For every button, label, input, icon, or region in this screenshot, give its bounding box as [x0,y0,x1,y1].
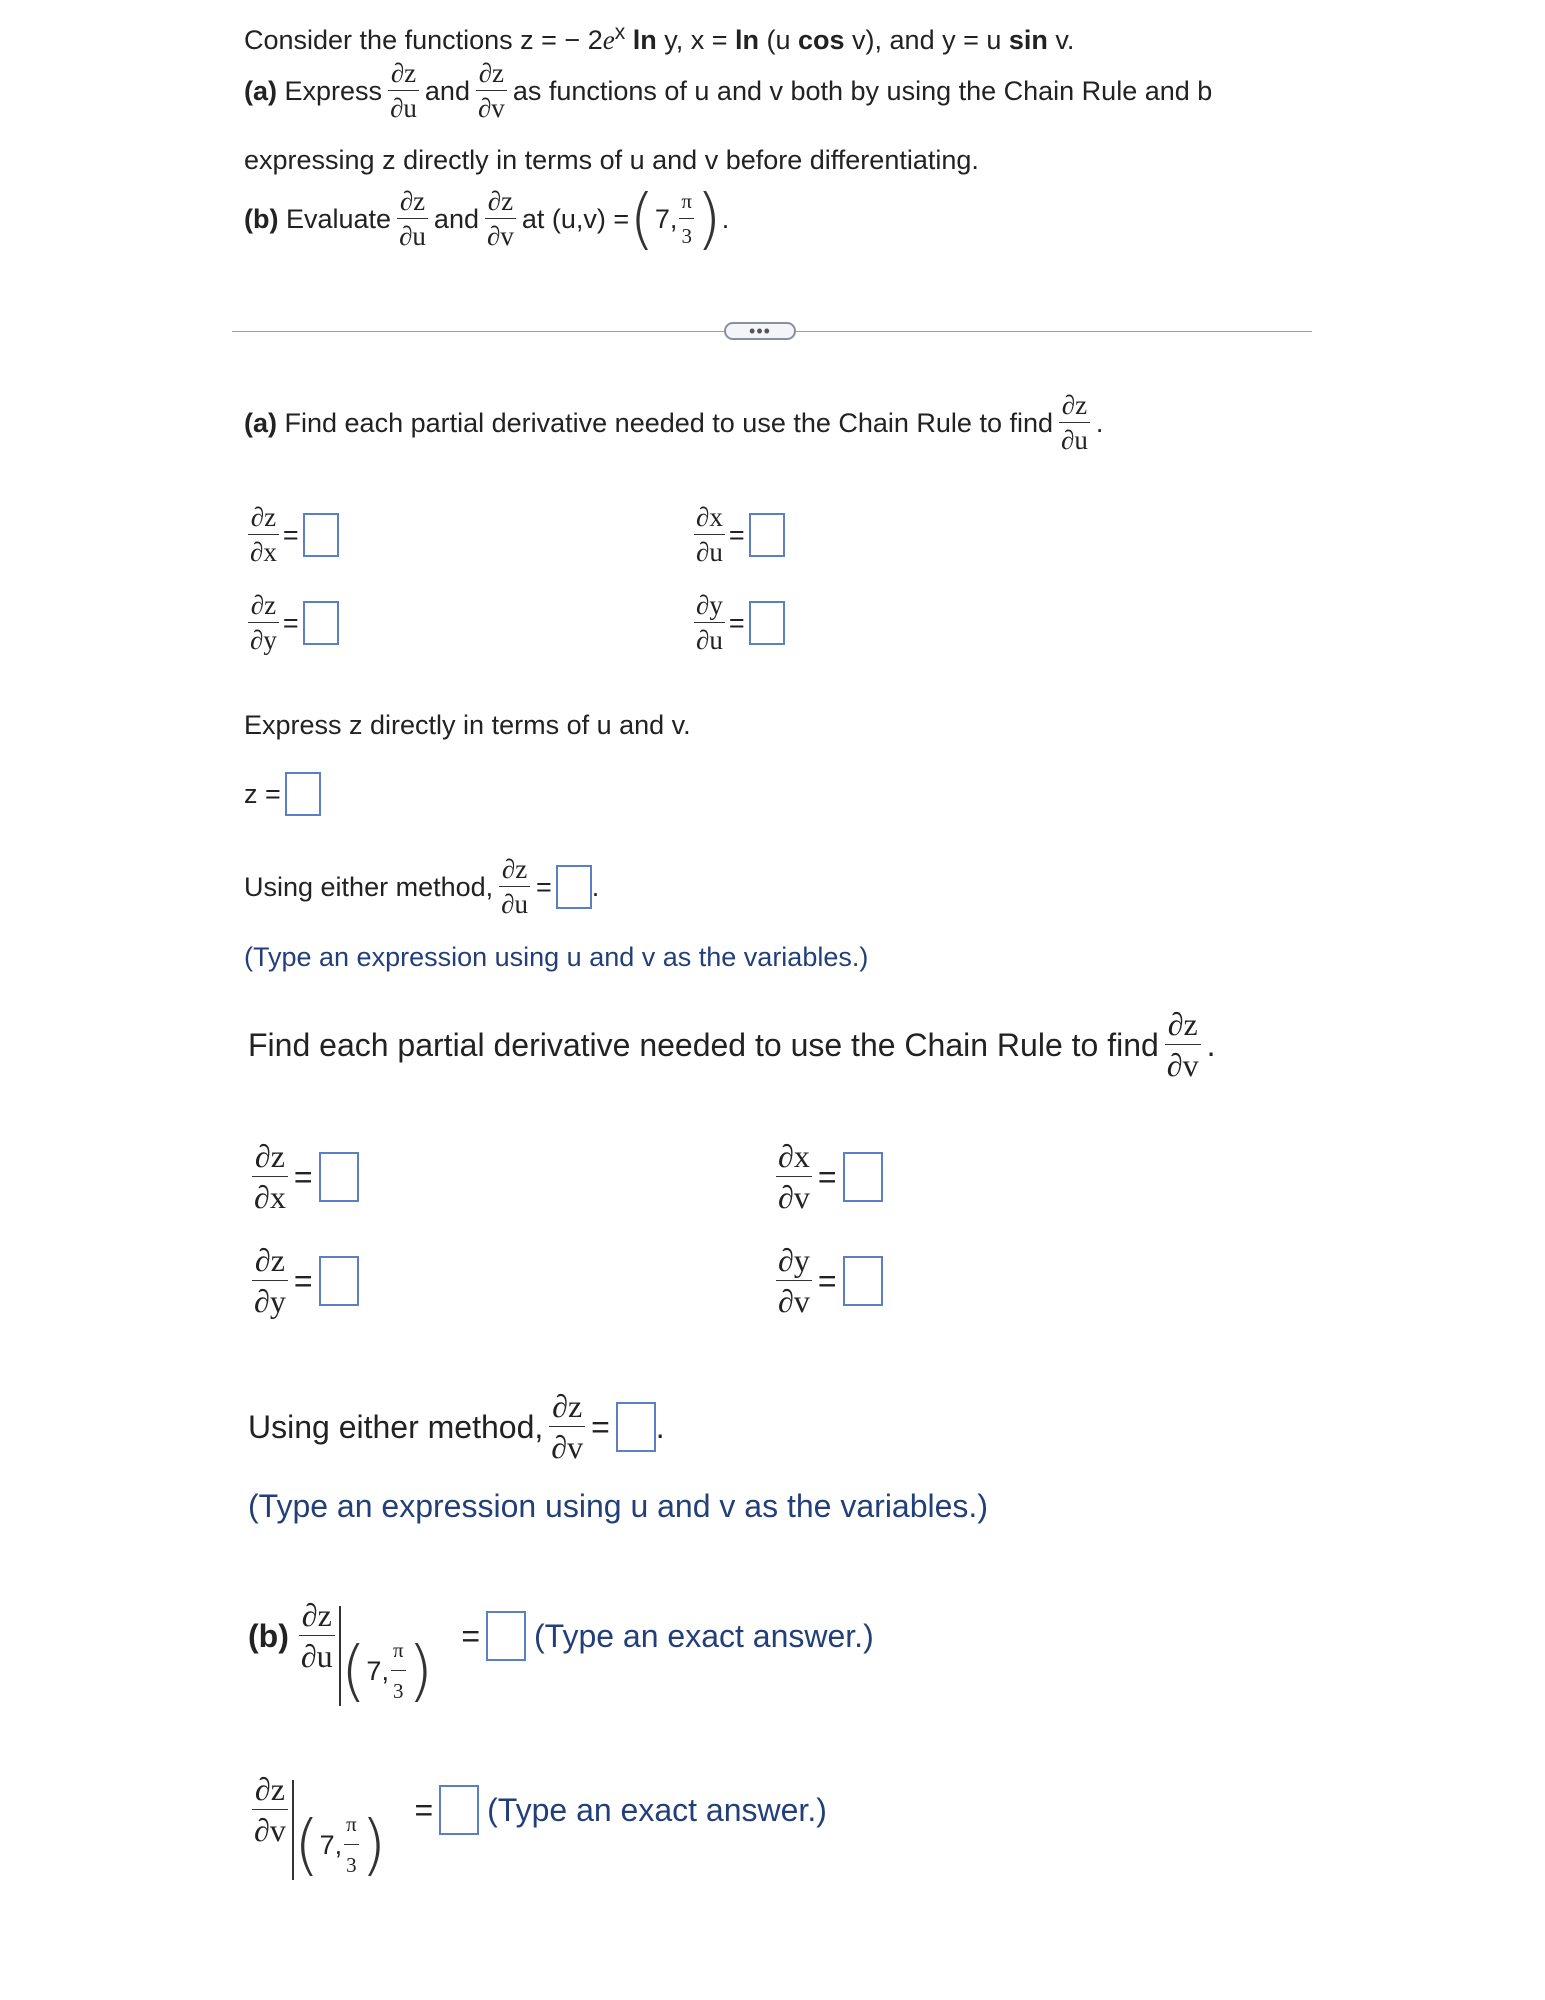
dy-dv-input[interactable] [843,1256,883,1306]
fraction-dz-du: $\frac{\partial z}{\partial u}$ [1061,390,1088,455]
row-dz-dx-dv: $\frac{\partial z}{\partial x}$ = [252,1136,359,1217]
dz-dy-v-input[interactable] [319,1256,359,1306]
eval-dz-du-input[interactable] [486,1611,526,1661]
row-dx-du: $\frac{\partial x}{\partial u}$ = [694,500,785,569]
row-dz-dy-du: $\frac{\partial z}{\partial y}$ = [248,588,339,657]
eval-point-du: ( 7, $\frac{\pi}{3}$ ) [340,1631,434,1709]
fraction-dz-dv: $\frac{\partial z}{\partial v}$ [486,186,514,251]
row-dy-du: $\frac{\partial y}{\partial u}$ = [694,588,785,657]
question-part-a-line2: expressing z directly in terms of u and v before differentiating. [244,145,979,175]
z-direct-input[interactable] [285,772,321,816]
using-either-dv-row: Using either method, $\frac{\partial z}{\partial v}$ = . [248,1388,665,1465]
question-part-b: (b) Evaluate $\frac{\partial z}{\partial u}$ and $\frac{\partial z}{\partial v}$ at (u,v) = ( 7, $\frac{\pi}{3}$ ) . [244,179,730,257]
find-dv-heading: Find each partial derivative needed to use the Chain Rule to find $\frac{\partial z}{\partial v}$ . [248,1006,1216,1083]
eval-dz-dv-input[interactable] [439,1785,479,1835]
row-dy-dv: $\frac{\partial y}{\partial v}$ = [776,1240,883,1321]
dy-du-input[interactable] [749,601,785,645]
question-part-a: (a) Express $\frac{\partial z}{\partial u}$ and $\frac{\partial z}{\partial v}$ as functions of u and v both by using the Chain Rule and b [244,58,1213,123]
fraction-dz-du: $\frac{\partial z}{\partial u}$ [399,186,426,251]
fraction-dz-dv: $\frac{\partial z}{\partial v}$ [477,58,505,123]
show-more-button[interactable]: ••• [724,322,796,340]
part-b-dv-row: $\frac{\partial z}{\partial v}$ ( 7, $\frac{\pi}{3}$ ) = (Type an exact answer.) [252,1734,827,1885]
dz-dv-answer-input[interactable] [616,1402,656,1452]
hint-du: (Type an expression using u and v as the variables.) [244,942,869,972]
fraction-dz-dv: $\frac{\partial z}{\partial v}$ [1166,1006,1199,1083]
hint-dv: (Type an expression using u and v as the variables.) [248,1488,988,1524]
dx-dv-input[interactable] [843,1152,883,1202]
dx-du-input[interactable] [749,513,785,557]
z-direct-row: z = [244,772,321,816]
part-b-du-row: (b) $\frac{\partial z}{\partial u}$ ( 7, $\frac{\pi}{3}$ ) = (Type an exact answer.) [248,1560,874,1711]
dz-dx-v-input[interactable] [319,1152,359,1202]
row-dz-dy-dv: $\frac{\partial z}{\partial y}$ = [252,1240,359,1321]
point-7-pi-over-3: ( 7, $\frac{\pi}{3}$ ) [629,179,722,257]
fraction-dz-du: $\frac{\partial z}{\partial u}$ [501,854,528,919]
using-either-du-row: Using either method, $\frac{\partial z}{\partial u}$ = . [244,854,600,919]
fraction-dz-du: $\frac{\partial z}{\partial u}$ [390,58,417,123]
dz-dy-input[interactable] [303,601,339,645]
express-direct-text: Express z directly in terms of u and v. [244,710,691,740]
question-line-1: Consider the functions z = − $2e^x$ ln y, x = ln (u cos v), and y = u sin v. [244,21,1075,55]
dz-dx-input[interactable] [303,513,339,557]
eval-point-dv: ( 7, $\frac{\pi}{3}$ ) [293,1805,387,1883]
dz-du-answer-input[interactable] [556,865,592,909]
row-dx-dv: $\frac{\partial x}{\partial v}$ = [776,1136,883,1217]
find-du-heading: (a) Find each partial derivative needed to use the Chain Rule to find $\frac{\partial z}{\partial u}$ . [244,390,1104,455]
row-dz-dx-du: $\frac{\partial z}{\partial x}$ = [248,500,339,569]
fraction-dz-dv: $\frac{\partial z}{\partial v}$ [551,1388,584,1465]
e-symbol: e [602,25,615,55]
